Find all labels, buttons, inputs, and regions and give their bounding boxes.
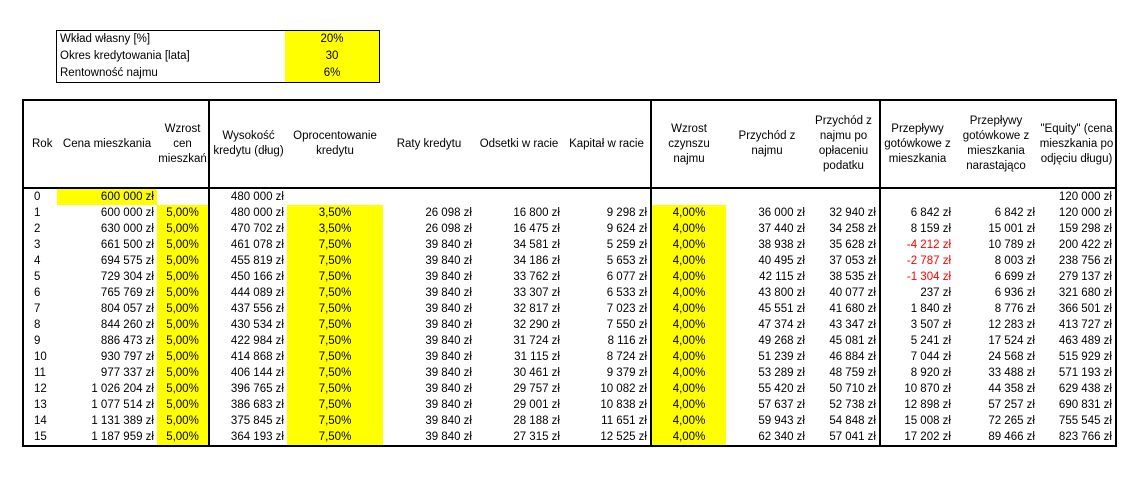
cell-interest-rate[interactable]: 7,50%	[287, 429, 383, 446]
cell-year[interactable]: 7	[34, 303, 41, 315]
cell-equity[interactable]: 120 000 zł	[1058, 207, 1112, 219]
cell-year[interactable]: 12	[34, 383, 47, 395]
cell-price-growth[interactable]: 5,00%	[157, 429, 209, 446]
cell-year[interactable]: 6	[34, 287, 41, 299]
cell-interest-rate[interactable]: 3,50%	[287, 205, 383, 221]
cell-rent-growth[interactable]: 4,00%	[651, 413, 726, 429]
cell-rent-income[interactable]: 36 000 zł	[758, 207, 805, 219]
cell-loan-amount[interactable]: 480 000 zł	[209, 205, 287, 221]
cell-rent-income[interactable]: 55 420 zł	[758, 383, 805, 395]
cell-cash-flow[interactable]: 7 044 zł	[880, 349, 954, 365]
parameter-label: Okres kredytowania [lata]	[60, 50, 190, 62]
cell-price-growth[interactable]: 5,00%	[157, 237, 209, 253]
cell-installment[interactable]: 39 840 zł	[425, 351, 472, 363]
table-row	[23, 301, 1116, 317]
cell-installment[interactable]: 39 840 zł	[425, 239, 472, 251]
cell-price[interactable]: 600 000 zł	[57, 188, 157, 205]
table-row	[23, 317, 1116, 333]
column-header-rent-growth: Wzrost czynszu najmu	[651, 100, 726, 188]
cell-capital-part[interactable]: 7 023 zł	[606, 303, 647, 315]
cell-loan-amount[interactable]: 455 819 zł	[209, 253, 287, 269]
cell-cash-flow-cumulative[interactable]: 6 936 zł	[994, 287, 1035, 299]
cell-equity[interactable]: 690 831 zł	[1058, 399, 1112, 411]
cell-interest-part[interactable]	[475, 188, 563, 205]
cell-loan-amount[interactable]: 364 193 zł	[209, 429, 287, 446]
cell-rent-net-income[interactable]: 38 535 zł	[829, 271, 876, 283]
table-row	[23, 333, 1116, 349]
cell-rent-income[interactable]: 43 800 zł	[758, 287, 805, 299]
cell-price-growth[interactable]: 5,00%	[157, 285, 209, 301]
cell-equity[interactable]: 238 756 zł	[1058, 255, 1112, 267]
parameters-table	[56, 30, 380, 83]
cell-capital-part[interactable]: 10 082 zł	[600, 383, 647, 395]
cell-loan-amount[interactable]: 437 556 zł	[209, 301, 287, 317]
cell-interest-part[interactable]: 33 307 zł	[513, 287, 560, 299]
table-row	[23, 413, 1116, 429]
cell-cash-flow[interactable]: 6 842 zł	[880, 205, 954, 221]
cell-installment[interactable]: 39 840 zł	[425, 383, 472, 395]
cell-rent-growth[interactable]: 4,00%	[651, 301, 726, 317]
cell-loan-amount[interactable]: 422 984 zł	[209, 333, 287, 349]
cell-equity[interactable]: 823 766 zł	[1058, 431, 1112, 443]
cell-cash-flow-cumulative[interactable]: 17 524 zł	[988, 335, 1035, 347]
cell-cash-flow[interactable]: 8 159 zł	[880, 221, 954, 237]
cell-rent-net-income[interactable]: 43 347 zł	[829, 319, 876, 331]
cell-loan-amount[interactable]: 450 166 zł	[209, 269, 287, 285]
projection-table	[22, 99, 1117, 447]
cell-rent-net-income[interactable]: 41 680 zł	[829, 303, 876, 315]
cell-capital-part[interactable]: 9 624 zł	[606, 223, 647, 235]
cell-installment[interactable]: 39 840 zł	[425, 271, 472, 283]
column-header-cash-flow: Przepływy gotówkowe z mieszkania	[880, 100, 954, 188]
cell-year[interactable]: 5	[34, 271, 41, 283]
cell-rent-income[interactable]	[726, 188, 808, 205]
cell-rent-net-income[interactable]: 57 041 zł	[829, 431, 876, 443]
column-header-rent-income: Przychód z najmu	[726, 100, 808, 188]
cell-price-growth[interactable]: 5,00%	[157, 413, 209, 429]
cell-cash-flow-cumulative[interactable]: 24 568 zł	[988, 351, 1035, 363]
cell-cash-flow-cumulative[interactable]: 8 776 zł	[994, 303, 1035, 315]
cell-cash-flow[interactable]: -4 212 zł	[880, 237, 954, 253]
cell-cash-flow[interactable]: -2 787 zł	[880, 253, 954, 269]
cell-equity[interactable]: 755 545 zł	[1058, 415, 1112, 427]
cell-cash-flow[interactable]: 5 241 zł	[880, 333, 954, 349]
cell-interest-rate[interactable]: 7,50%	[287, 381, 383, 397]
parameter-label: Rentowność najmu	[60, 67, 158, 79]
cell-price[interactable]: 886 473 zł	[100, 335, 154, 347]
table-row	[23, 349, 1116, 365]
cell-capital-part[interactable]: 9 298 zł	[606, 207, 647, 219]
column-header-loan-amount: Wysokość kredytu (dług)	[209, 100, 287, 188]
cell-interest-part[interactable]: 29 757 zł	[513, 383, 560, 395]
cell-interest-rate[interactable]: 7,50%	[287, 253, 383, 269]
column-header-year: Rok	[23, 100, 57, 188]
cell-interest-part[interactable]: 29 001 zł	[513, 399, 560, 411]
cell-loan-amount[interactable]: 480 000 zł	[209, 188, 287, 205]
cell-cash-flow[interactable]: 15 008 zł	[880, 413, 954, 429]
cell-rent-income[interactable]: 62 340 zł	[758, 431, 805, 443]
cell-cash-flow-cumulative[interactable]: 10 789 zł	[988, 239, 1035, 251]
cell-price[interactable]: 694 575 zł	[100, 255, 154, 267]
cell-cash-flow[interactable]: 17 202 zł	[880, 429, 954, 446]
cell-rent-growth[interactable]: 4,00%	[651, 205, 726, 221]
cell-price[interactable]: 729 304 zł	[100, 271, 154, 283]
cell-cash-flow-cumulative[interactable]: 12 283 zł	[988, 319, 1035, 331]
cell-capital-part[interactable]: 7 550 zł	[606, 319, 647, 331]
cell-rent-growth[interactable]: 4,00%	[651, 381, 726, 397]
cell-rent-net-income[interactable]: 34 258 zł	[829, 223, 876, 235]
cell-capital-part[interactable]: 9 379 zł	[606, 367, 647, 379]
cell-rent-growth[interactable]: 4,00%	[651, 333, 726, 349]
cell-installment[interactable]: 39 840 zł	[425, 287, 472, 299]
cell-year[interactable]: 9	[34, 335, 41, 347]
cell-interest-part[interactable]: 16 800 zł	[513, 207, 560, 219]
cell-equity[interactable]: 321 680 zł	[1058, 287, 1112, 299]
cell-year[interactable]: 14	[34, 415, 47, 427]
cell-cash-flow-cumulative[interactable]: 57 257 zł	[988, 399, 1035, 411]
cell-equity[interactable]: 413 727 zł	[1058, 319, 1112, 331]
cell-interest-part[interactable]: 34 186 zł	[513, 255, 560, 267]
cell-rent-net-income[interactable]: 48 759 zł	[829, 367, 876, 379]
cell-price-growth[interactable]: 5,00%	[157, 253, 209, 269]
cell-price[interactable]: 804 057 zł	[100, 303, 154, 315]
cell-rent-net-income[interactable]: 45 081 zł	[829, 335, 876, 347]
cell-rent-income[interactable]: 45 551 zł	[758, 303, 805, 315]
cell-year[interactable]: 4	[34, 255, 41, 267]
cell-interest-part[interactable]: 16 475 zł	[513, 223, 560, 235]
table-row	[23, 253, 1116, 269]
cell-interest-part[interactable]: 33 762 zł	[513, 271, 560, 283]
cell-rent-growth[interactable]: 4,00%	[651, 349, 726, 365]
cell-installment[interactable]: 39 840 zł	[425, 431, 472, 443]
cell-year[interactable]: 10	[34, 351, 47, 363]
cell-price-growth[interactable]: 5,00%	[157, 301, 209, 317]
cell-rent-income[interactable]: 40 495 zł	[758, 255, 805, 267]
cell-cash-flow[interactable]: 237 zł	[880, 285, 954, 301]
cell-rent-income[interactable]: 51 239 zł	[758, 351, 805, 363]
cell-cash-flow[interactable]: 8 920 zł	[880, 365, 954, 381]
cell-rent-net-income[interactable]: 46 884 zł	[829, 351, 876, 363]
cell-price-growth[interactable]: 5,00%	[157, 269, 209, 285]
cell-interest-rate[interactable]: 7,50%	[287, 317, 383, 333]
cell-loan-amount[interactable]: 461 078 zł	[209, 237, 287, 253]
cell-rent-growth[interactable]: 4,00%	[651, 269, 726, 285]
cell-equity[interactable]: 463 489 zł	[1058, 335, 1112, 347]
cell-installment[interactable]	[383, 188, 475, 205]
cell-price[interactable]: 1 077 514 zł	[91, 399, 154, 411]
cell-equity[interactable]: 366 501 zł	[1058, 303, 1112, 315]
cell-interest-rate[interactable]: 7,50%	[287, 349, 383, 365]
cell-rent-growth[interactable]: 4,00%	[651, 429, 726, 446]
parameter-value-cell[interactable]: 6%	[285, 65, 380, 83]
cell-price-growth[interactable]: 5,00%	[157, 221, 209, 237]
cell-interest-rate[interactable]: 3,50%	[287, 221, 383, 237]
cell-loan-amount[interactable]: 375 845 zł	[209, 413, 287, 429]
cell-interest-part[interactable]: 34 581 zł	[513, 239, 560, 251]
cell-rent-growth[interactable]: 4,00%	[651, 237, 726, 253]
cell-rent-growth[interactable]: 4,00%	[651, 365, 726, 381]
cell-capital-part[interactable]: 8 724 zł	[606, 351, 647, 363]
cell-interest-rate[interactable]: 7,50%	[287, 397, 383, 413]
cell-loan-amount[interactable]: 396 765 zł	[209, 381, 287, 397]
cell-installment[interactable]: 39 840 zł	[425, 367, 472, 379]
cell-interest-rate[interactable]	[287, 188, 383, 205]
column-header-interest-rate: Oprocentowanie kredytu	[287, 100, 383, 188]
cell-price-growth[interactable]	[157, 188, 209, 205]
cell-capital-part[interactable]: 8 116 zł	[607, 335, 647, 347]
parameter-row	[57, 31, 380, 49]
column-header-capital-part: Kapitał w racie	[563, 100, 651, 188]
cell-interest-rate[interactable]: 7,50%	[287, 365, 383, 381]
cell-equity[interactable]: 200 422 zł	[1058, 239, 1112, 251]
cell-year[interactable]: 8	[34, 319, 41, 331]
cell-year[interactable]: 1	[34, 207, 41, 219]
cell-installment[interactable]: 26 098 zł	[425, 223, 472, 235]
cell-installment[interactable]: 39 840 zł	[425, 415, 472, 427]
cell-equity[interactable]: 629 438 zł	[1058, 383, 1112, 395]
cell-rent-income[interactable]: 47 374 zł	[758, 319, 805, 331]
cell-rent-net-income[interactable]	[808, 188, 880, 205]
table-row	[23, 285, 1116, 301]
cell-rent-net-income[interactable]: 37 053 zł	[829, 255, 876, 267]
table-row	[23, 188, 1116, 205]
cell-capital-part[interactable]: 11 651 zł	[601, 415, 647, 427]
cell-year[interactable]: 0	[34, 191, 41, 203]
cell-rent-income[interactable]: 37 440 zł	[758, 223, 805, 235]
cell-rent-growth[interactable]: 4,00%	[651, 285, 726, 301]
cell-loan-amount[interactable]: 406 144 zł	[209, 365, 287, 381]
cell-equity[interactable]: 515 929 zł	[1058, 351, 1112, 363]
cell-capital-part[interactable]: 10 838 zł	[600, 399, 647, 411]
cell-rent-growth[interactable]: 4,00%	[651, 221, 726, 237]
cell-year[interactable]: 11	[34, 367, 46, 379]
column-header-rent-net-income: Przychód z najmu po opłaceniu podatku	[808, 100, 880, 188]
cell-price-growth[interactable]: 5,00%	[157, 317, 209, 333]
cell-equity[interactable]: 159 298 zł	[1058, 223, 1112, 235]
cell-capital-part[interactable]: 6 533 zł	[606, 287, 647, 299]
cell-price-growth[interactable]: 5,00%	[157, 333, 209, 349]
cell-rent-net-income[interactable]: 54 848 zł	[829, 415, 876, 427]
cell-price[interactable]: 765 769 zł	[100, 287, 154, 299]
cell-cash-flow-cumulative[interactable]: 33 488 zł	[988, 367, 1035, 379]
cell-price[interactable]: 844 260 zł	[100, 319, 154, 331]
cell-installment[interactable]: 39 840 zł	[425, 303, 472, 315]
cell-price-growth[interactable]: 5,00%	[157, 365, 209, 381]
cell-cash-flow[interactable]: 3 507 zł	[880, 317, 954, 333]
cell-capital-part[interactable]: 12 525 zł	[600, 431, 647, 443]
cell-capital-part[interactable]: 5 259 zł	[606, 239, 647, 251]
cell-cash-flow-cumulative[interactable]: 8 003 zł	[994, 255, 1035, 267]
cell-price[interactable]: 661 500 zł	[100, 239, 154, 251]
cell-cash-flow[interactable]	[880, 188, 954, 205]
cell-installment[interactable]: 39 840 zł	[425, 319, 472, 331]
column-header-cash-flow-cumulative: Przepływy gotówkowe z mieszkania narastająco	[954, 100, 1038, 188]
cell-price-growth[interactable]: 5,00%	[157, 397, 209, 413]
cell-equity[interactable]: 279 137 zł	[1058, 271, 1112, 283]
column-header-price: Cena mieszkania	[57, 100, 157, 188]
cell-cash-flow[interactable]: 10 870 zł	[880, 381, 954, 397]
cell-year[interactable]: 13	[34, 399, 47, 411]
cell-installment[interactable]: 39 840 zł	[425, 335, 472, 347]
cell-equity[interactable]: 571 193 zł	[1058, 367, 1112, 379]
cell-loan-amount[interactable]: 430 534 zł	[209, 317, 287, 333]
cell-installment[interactable]: 39 840 zł	[425, 399, 472, 411]
cell-rent-income[interactable]: 49 268 zł	[758, 335, 805, 347]
cell-year[interactable]: 2	[34, 223, 41, 235]
cell-installment[interactable]: 26 098 zł	[425, 207, 472, 219]
cell-interest-rate[interactable]: 7,50%	[287, 413, 383, 429]
cell-capital-part[interactable]: 5 653 zł	[606, 255, 647, 267]
cell-price[interactable]: 1 187 959 zł	[91, 431, 154, 443]
table-row	[23, 397, 1116, 413]
cell-rent-growth[interactable]: 4,00%	[651, 253, 726, 269]
cell-loan-amount[interactable]: 470 702 zł	[209, 221, 287, 237]
cell-cash-flow[interactable]: 1 840 zł	[880, 301, 954, 317]
cell-cash-flow-cumulative[interactable]: 6 699 zł	[994, 271, 1035, 283]
cell-rent-net-income[interactable]: 32 940 zł	[829, 207, 876, 219]
cell-rent-growth[interactable]: 4,00%	[651, 397, 726, 413]
cell-interest-part[interactable]: 28 188 zł	[513, 415, 560, 427]
cell-rent-net-income[interactable]: 50 710 zł	[829, 383, 876, 395]
cell-interest-rate[interactable]: 7,50%	[287, 333, 383, 349]
cell-interest-rate[interactable]: 7,50%	[287, 269, 383, 285]
cell-rent-income[interactable]: 57 637 zł	[758, 399, 805, 411]
header-row	[23, 100, 1116, 188]
parameter-row	[57, 48, 380, 65]
cell-cash-flow-cumulative[interactable]: 44 358 zł	[988, 383, 1035, 395]
cell-interest-part[interactable]: 31 115 zł	[514, 351, 560, 363]
cell-price-growth[interactable]: 5,00%	[157, 205, 209, 221]
cell-rent-net-income[interactable]: 40 077 zł	[829, 287, 876, 299]
cell-price-growth[interactable]: 5,00%	[157, 349, 209, 365]
cell-interest-part[interactable]: 30 461 zł	[513, 367, 560, 379]
cell-capital-part[interactable]: 6 077 zł	[606, 271, 647, 283]
cell-rent-income[interactable]: 53 289 zł	[758, 367, 805, 379]
cell-price[interactable]: 600 000 zł	[100, 207, 154, 219]
cell-rent-net-income[interactable]: 35 628 zł	[829, 239, 876, 251]
parameter-row	[57, 65, 380, 83]
cell-year[interactable]: 15	[34, 431, 47, 443]
cell-rent-net-income[interactable]: 52 738 zł	[829, 399, 876, 411]
cell-equity[interactable]: 120 000 zł	[1058, 191, 1112, 203]
cell-year[interactable]: 3	[34, 239, 41, 251]
parameter-label: Wkład własny [%]	[60, 33, 151, 45]
cell-cash-flow-cumulative[interactable]	[954, 188, 1038, 205]
parameter-value-cell[interactable]: 30	[285, 48, 380, 65]
cell-rent-income[interactable]: 38 938 zł	[758, 239, 805, 251]
cell-loan-amount[interactable]: 444 089 zł	[209, 285, 287, 301]
table-row	[23, 365, 1116, 381]
parameter-value-cell[interactable]: 20%	[285, 31, 380, 49]
cell-cash-flow-cumulative[interactable]: 15 001 zł	[988, 223, 1035, 235]
cell-price[interactable]: 930 797 zł	[100, 351, 154, 363]
cell-interest-rate[interactable]: 7,50%	[287, 237, 383, 253]
cell-loan-amount[interactable]: 386 683 zł	[209, 397, 287, 413]
cell-interest-rate[interactable]: 7,50%	[287, 301, 383, 317]
cell-rent-growth[interactable]: 4,00%	[651, 317, 726, 333]
cell-interest-part[interactable]: 32 290 zł	[513, 319, 560, 331]
cell-cash-flow[interactable]: -1 304 zł	[880, 269, 954, 285]
table-row	[23, 429, 1116, 446]
table-row	[23, 205, 1116, 221]
cell-interest-part[interactable]: 31 724 zł	[513, 335, 560, 347]
cell-price[interactable]: 630 000 zł	[100, 223, 154, 235]
column-header-price-growth: Wzrost cen mieszkań	[157, 100, 209, 188]
cell-capital-part[interactable]	[563, 188, 651, 205]
table-row	[23, 269, 1116, 285]
table-row	[23, 381, 1116, 397]
table-row	[23, 237, 1116, 253]
cell-loan-amount[interactable]: 414 868 zł	[209, 349, 287, 365]
cell-price[interactable]: 977 337 zł	[100, 367, 154, 379]
cell-rent-growth[interactable]	[651, 188, 726, 205]
cell-cash-flow-cumulative[interactable]: 6 842 zł	[994, 207, 1035, 219]
cell-price-growth[interactable]: 5,00%	[157, 381, 209, 397]
table-row	[23, 221, 1116, 237]
column-header-installment: Raty kredytu	[383, 100, 475, 188]
cell-cash-flow-cumulative[interactable]: 72 265 zł	[988, 415, 1035, 427]
column-header-interest-part: Odsetki w racie	[475, 100, 563, 188]
column-header-equity: "Equity" (cena mieszkania po odjęciu długu)	[1038, 100, 1116, 188]
cell-price[interactable]: 1 131 389 zł	[91, 415, 154, 427]
cell-rent-income[interactable]: 59 943 zł	[758, 415, 805, 427]
cell-interest-part[interactable]: 32 817 zł	[513, 303, 560, 315]
cell-interest-part[interactable]: 27 315 zł	[513, 431, 560, 443]
cell-interest-rate[interactable]: 7,50%	[287, 285, 383, 301]
cell-rent-income[interactable]: 42 115 zł	[759, 271, 805, 283]
cell-price[interactable]: 1 026 204 zł	[91, 383, 154, 395]
cell-cash-flow[interactable]: 12 898 zł	[880, 397, 954, 413]
cell-installment[interactable]: 39 840 zł	[425, 255, 472, 267]
cell-cash-flow-cumulative[interactable]: 89 466 zł	[988, 431, 1035, 443]
